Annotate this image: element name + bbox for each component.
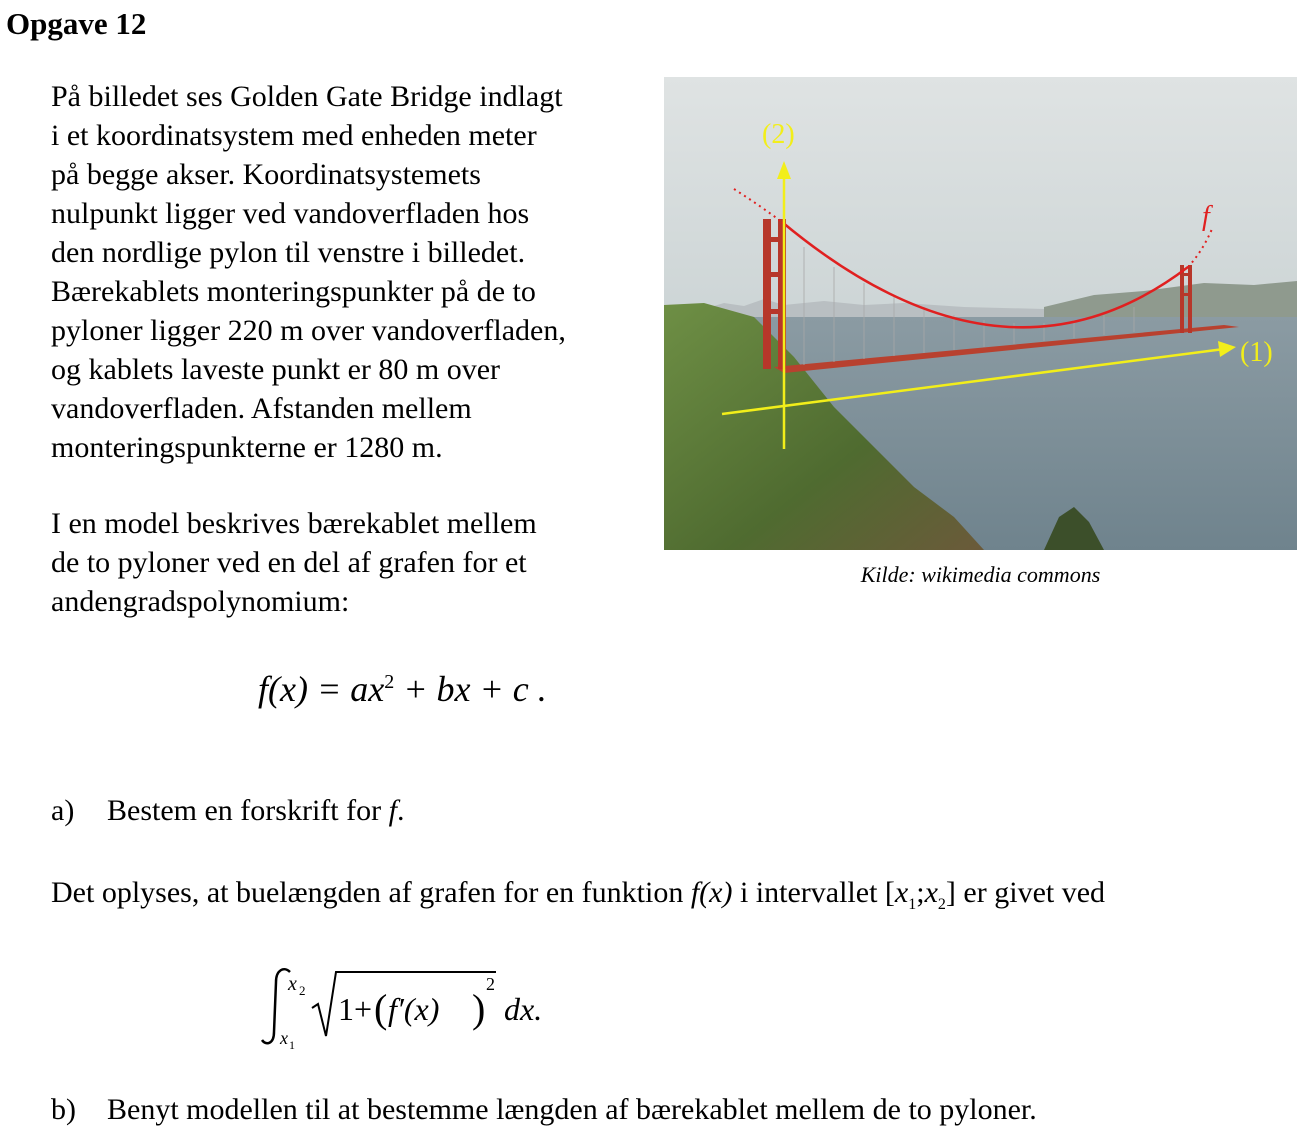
interval-sep: ; xyxy=(916,876,925,909)
intro-line: Bærekablets monteringspunkter på de to xyxy=(51,275,536,308)
intro-line: På billedet ses Golden Gate Bridge indlagt xyxy=(51,80,563,113)
axis-2-label: (2) xyxy=(762,119,795,150)
intro-line: nulpunkt ligger ved vandoverfladen hos xyxy=(51,197,530,230)
fprime: f′(x) xyxy=(388,991,440,1027)
interval-sub-2: 2 xyxy=(937,896,946,913)
upper-limit-sub: 2 xyxy=(299,983,306,998)
formula-f xyxy=(258,668,547,710)
model-paragraph xyxy=(51,504,537,621)
question-a-label: a) xyxy=(51,794,75,827)
formula-a: a xyxy=(350,669,369,709)
dx: dx. xyxy=(504,991,543,1027)
info-paragraph xyxy=(51,876,1105,914)
photo-caption: Kilde: wikimedia commons xyxy=(860,562,1101,587)
arc-length-integral xyxy=(258,958,568,1058)
question-b-label: b) xyxy=(51,1093,76,1126)
intro-line: monteringspunkterne er 1280 m. xyxy=(51,431,443,464)
lower-limit-sub: 1 xyxy=(289,1038,295,1052)
model-line: I en model beskrives bærekablet mellem xyxy=(51,507,537,540)
bridge-photo xyxy=(664,77,1297,550)
question-b xyxy=(51,1093,1037,1127)
square-exponent: 2 xyxy=(486,974,495,994)
info-text-1: Det oplyses, at buelængden af grafen for en funktion xyxy=(51,876,691,909)
lower-limit-x: x xyxy=(280,1028,288,1048)
interval-x1: x xyxy=(894,876,909,909)
question-b-text: Benyt modellen til at bestemme længden af bærekablet mellem de to pyloner. xyxy=(107,1093,1037,1126)
upper-limit-x: x xyxy=(288,973,297,995)
intro-paragraph xyxy=(51,77,566,467)
sky xyxy=(664,77,1297,317)
info-fx: f(x) xyxy=(690,876,733,909)
intro-line: i et koordinatsystem med enheden meter xyxy=(51,119,537,152)
intro-line: og kablets laveste punkt er 80 m over xyxy=(51,353,501,386)
question-a xyxy=(51,794,404,828)
formula-rest: + bx + c . xyxy=(394,669,547,709)
intro-line: pyloner ligger 220 m over vandoverfladen, xyxy=(51,314,566,347)
formula-lhs: f(x) = xyxy=(258,669,351,709)
info-text-2: i intervallet xyxy=(732,876,885,909)
intro-line: den nordlige pylon til venstre i billedet. xyxy=(51,236,526,269)
question-a-f: f xyxy=(388,794,397,827)
curve-label: f xyxy=(1202,201,1210,232)
formula-exponent: 2 xyxy=(384,671,395,693)
question-a-text: Bestem en forskrift for xyxy=(107,794,389,827)
info-text-3: er givet ved xyxy=(955,876,1106,909)
intro-line: på begge akser. Koordinatsystemets xyxy=(51,158,481,191)
one-plus: 1+ xyxy=(338,991,373,1027)
model-line: de to pyloner ved en del af grafen for et xyxy=(51,546,527,579)
interval-close: ] xyxy=(945,876,956,909)
model-line: andengradspolynomium: xyxy=(51,585,350,618)
intro-line: vandoverfladen. Afstanden mellem xyxy=(51,392,472,425)
interval-open: [ xyxy=(884,876,895,909)
close-paren: ) xyxy=(472,986,486,1031)
question-a-end: . xyxy=(396,794,405,827)
formula-x: x xyxy=(368,669,385,709)
open-paren: ( xyxy=(374,986,388,1031)
axis-1-label: (1) xyxy=(1240,337,1273,368)
interval-x2: x xyxy=(924,876,938,909)
interval-sub-1: 1 xyxy=(908,896,917,913)
exercise-title: Opgave 12 xyxy=(6,6,147,41)
